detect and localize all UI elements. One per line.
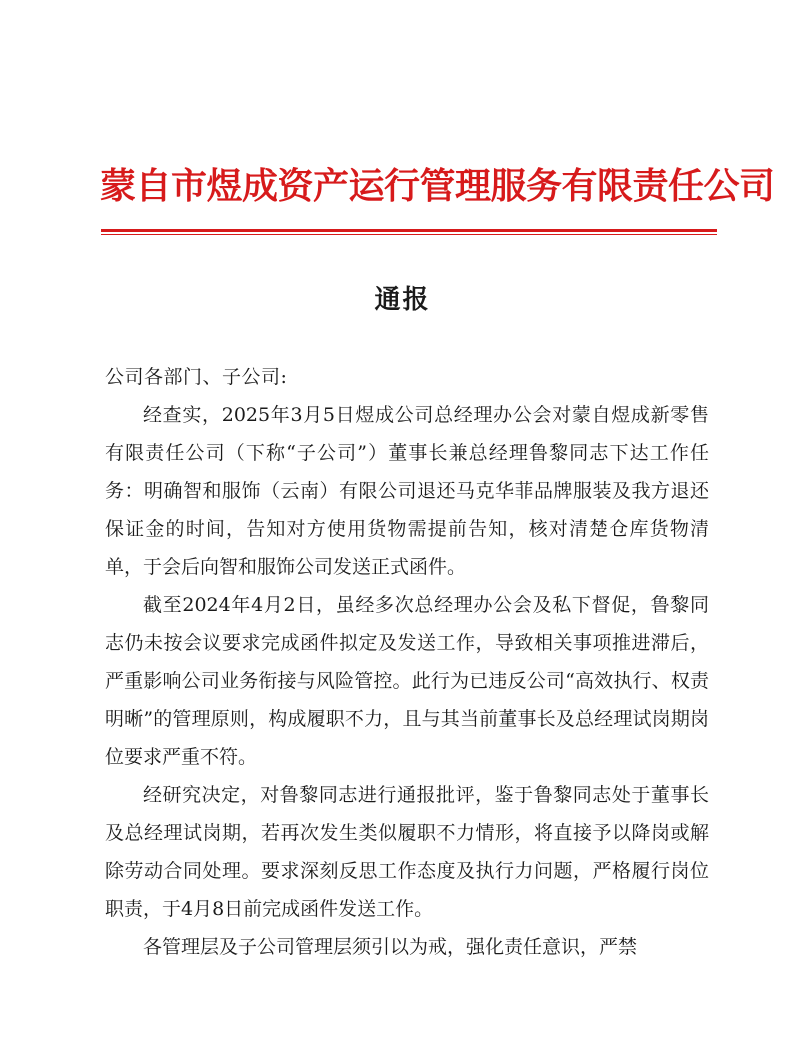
header-divider-thick [101,229,717,232]
paragraph-4: 各管理层及子公司管理层须引以为戒，强化责任意识，严禁 [143,936,638,958]
paragraph-1: 经查实，2025年3月5日煜成公司总经理办公会对蒙自煜成新零售有限责任公司（下称“子公司”）董事长兼总经理鲁黎同志下达工作任务：明确智和服饰（云南）有限公司退还马克华菲品牌服装及我方退还保证金的时间，告知对方使用货物需提前告知，核对清楚仓库货物清单，于会后向智和服饰公司发送正式函件。 [105,404,709,578]
salutation: 公司各部门、子公司: [105,366,288,388]
organization-header: 蒙自市煜成资产运行管理服务有限责任公司 [100,165,775,207]
header-divider-thin [101,234,717,235]
document-title: 通报 [374,285,431,315]
paragraph-3: 经研究决定，对鲁黎同志进行通报批评，鉴于鲁黎同志处于董事长及总经理试岗期，若再次发生类似履职不力情形，将直接予以降岗或解除劳动合同处理。要求深刻反思工作态度及执行力问题，严格履行岗位职责，于4月8日前完成函件发送工作。 [105,784,709,920]
paragraph-2: 截至2024年4月2日，虽经多次总经理办公会及私下督促，鲁黎同志仍未按会议要求完成函件拟定及发送工作，导致相关事项推进滞后，严重影响公司业务衔接与风险管控。此行为已违反公司“高效执行、权责明晰”的管理原则，构成履职不力，且与其当前董事长及总经理试岗期岗位要求严重不符。 [105,594,709,768]
document-body [105,358,709,966]
